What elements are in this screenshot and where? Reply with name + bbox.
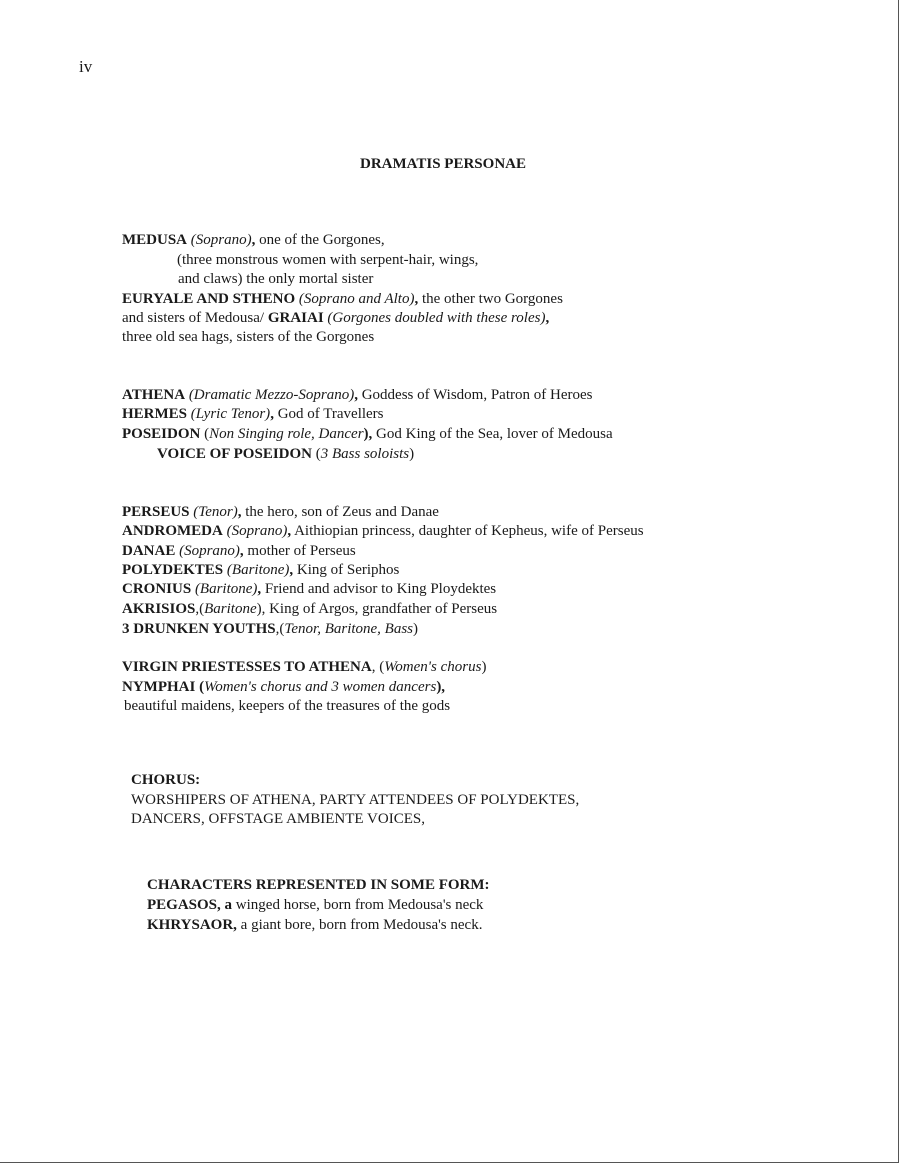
- line-segment: WORSHIPERS OF ATHENA, PARTY ATTENDEES OF POLYDEKTES,: [131, 792, 580, 808]
- line-segment: ANDROMEDA: [122, 523, 223, 539]
- line-segment: DANCERS, OFFSTAGE AMBIENTE VOICES,: [131, 811, 425, 827]
- line-segment: GRAIAI: [267, 310, 324, 326]
- line-segment: beautiful maidens, keepers of the treasures of the gods: [124, 698, 451, 714]
- line-segment: Women's chorus and 3 women dancers: [204, 679, 437, 695]
- line-segment: CHARACTERS REPRESENTED IN SOME FORM:: [147, 877, 490, 893]
- line-segment: DANAE: [122, 543, 176, 559]
- line-segment: POLYDEKTES: [122, 562, 224, 578]
- line-segment: ,: [287, 523, 292, 539]
- line-segment: (three monstrous women with serpent-hair, wings,: [177, 252, 479, 268]
- line-segment: PERSEUS: [122, 504, 190, 520]
- characters-heading: [147, 876, 490, 895]
- cast-line: [122, 309, 549, 328]
- line-segment: (: [200, 426, 210, 442]
- cast-line: [122, 425, 613, 444]
- line-segment: , (: [371, 659, 385, 675]
- line-segment: (Gorgones doubled with these roles): [327, 310, 546, 326]
- cast-line: [147, 896, 483, 915]
- cast-line: [122, 231, 385, 250]
- cast-line: [147, 916, 482, 935]
- line-segment: ATHENA: [122, 387, 186, 403]
- line-segment: POSEIDON: [122, 426, 201, 442]
- line-segment: (Tenor): [193, 504, 238, 520]
- line-segment: PEGASOS, a: [147, 897, 233, 913]
- line-segment: God King of the Sea, lover of Medousa: [372, 426, 613, 442]
- line-segment: Friend and advisor to King Ploydektes: [261, 581, 497, 597]
- line-segment: EURYALE AND STHENO: [122, 291, 296, 307]
- line-segment: (Soprano): [226, 523, 288, 539]
- line-segment: Baritone: [204, 601, 257, 617]
- cast-line: [131, 791, 579, 810]
- line-segment: the other two Gorgones: [418, 291, 563, 307]
- line-segment: Women's chorus: [384, 659, 482, 675]
- line-segment: 3 DRUNKEN YOUTHS: [122, 621, 276, 637]
- page-title: DRAMATIS PERSONAE: [360, 156, 526, 172]
- line-segment: ): [481, 659, 487, 675]
- cast-line: [177, 251, 478, 270]
- line-segment: three old sea hags, sisters of the Gorgones: [122, 329, 375, 345]
- line-segment: ,: [239, 543, 244, 559]
- line-segment: ,: [289, 562, 294, 578]
- line-segment: one of the Gorgones,: [255, 232, 385, 248]
- cast-line: [157, 445, 414, 464]
- line-segment: God of Travellers: [273, 406, 384, 422]
- line-segment: (Dramatic Mezzo-Soprano): [188, 387, 355, 403]
- cast-line: [122, 542, 356, 561]
- line-segment: ,: [251, 232, 256, 248]
- line-segment: NYMPHAI (: [122, 679, 205, 695]
- line-segment: a giant bore, born from Medousa's neck.: [236, 917, 483, 933]
- line-segment: ,(: [275, 621, 285, 637]
- line-segment: ): [409, 446, 415, 462]
- line-segment: ,: [270, 406, 274, 422]
- line-segment: ,: [237, 504, 242, 520]
- line-segment: and claws) the only mortal sister: [178, 271, 374, 287]
- line-segment: Goddess of Wisdom, Patron of Heroes: [357, 387, 593, 403]
- line-segment: (Soprano): [179, 543, 240, 559]
- line-segment: ,: [257, 581, 262, 597]
- chorus-heading: [131, 771, 200, 790]
- line-segment: VOICE OF POSEIDON: [157, 446, 312, 462]
- cast-line: [122, 561, 399, 580]
- line-segment: (: [312, 446, 321, 462]
- line-segment: ,(: [195, 601, 205, 617]
- line-segment: HERMES: [122, 406, 188, 422]
- line-segment: KHRYSAOR,: [147, 917, 237, 933]
- cast-line: [122, 503, 439, 522]
- line-segment: VIRGIN PRIESTESSES TO ATHENA: [122, 659, 372, 675]
- line-segment: Aithiopian princess, daughter of Kepheus, wife of Perseus: [291, 523, 644, 539]
- line-segment: Tenor, Baritone, Bass: [284, 621, 414, 637]
- line-segment: ),: [363, 426, 373, 442]
- line-segment: (Baritone): [226, 562, 290, 578]
- cast-line: [122, 580, 496, 599]
- line-segment: (Soprano): [190, 232, 252, 248]
- cast-line: [122, 328, 374, 347]
- cast-line: [122, 658, 486, 677]
- line-segment: Non Singing role, Dancer: [209, 426, 364, 442]
- line-segment: ), King of Argos, grandfather of Perseus: [256, 601, 498, 617]
- line-segment: CRONIUS: [122, 581, 192, 597]
- line-segment: (Baritone): [194, 581, 258, 597]
- cast-line: [122, 386, 592, 405]
- line-segment: King of Seriphos: [293, 562, 400, 578]
- line-segment: AKRISIOS: [122, 601, 196, 617]
- cast-line: [122, 600, 497, 619]
- line-segment: ,: [545, 310, 550, 326]
- cast-line: [124, 697, 450, 716]
- line-segment: winged horse, born from Medousa's neck: [232, 897, 484, 913]
- line-segment: ): [413, 621, 419, 637]
- line-segment: (Lyric Tenor): [190, 406, 271, 422]
- cast-line: [122, 405, 384, 424]
- cast-line: [131, 810, 425, 829]
- cast-line: [122, 678, 445, 697]
- page-number: iv: [79, 57, 93, 76]
- line-segment: mother of Perseus: [243, 543, 356, 559]
- line-segment: (Soprano and Alto): [298, 291, 415, 307]
- line-segment: ),: [436, 679, 446, 695]
- line-segment: ,: [414, 291, 419, 307]
- line-segment: the hero, son of Zeus and Danae: [241, 504, 439, 520]
- line-segment: 3 Bass soloists: [320, 446, 410, 462]
- cast-line: [178, 270, 373, 289]
- line-segment: MEDUSA: [122, 232, 188, 248]
- cast-line: [122, 290, 563, 309]
- line-segment: and sisters of Medousa/: [122, 310, 268, 326]
- line-segment: CHORUS:: [131, 772, 201, 788]
- cast-line: [122, 620, 418, 639]
- line-segment: ,: [354, 387, 358, 403]
- cast-line: [122, 522, 644, 541]
